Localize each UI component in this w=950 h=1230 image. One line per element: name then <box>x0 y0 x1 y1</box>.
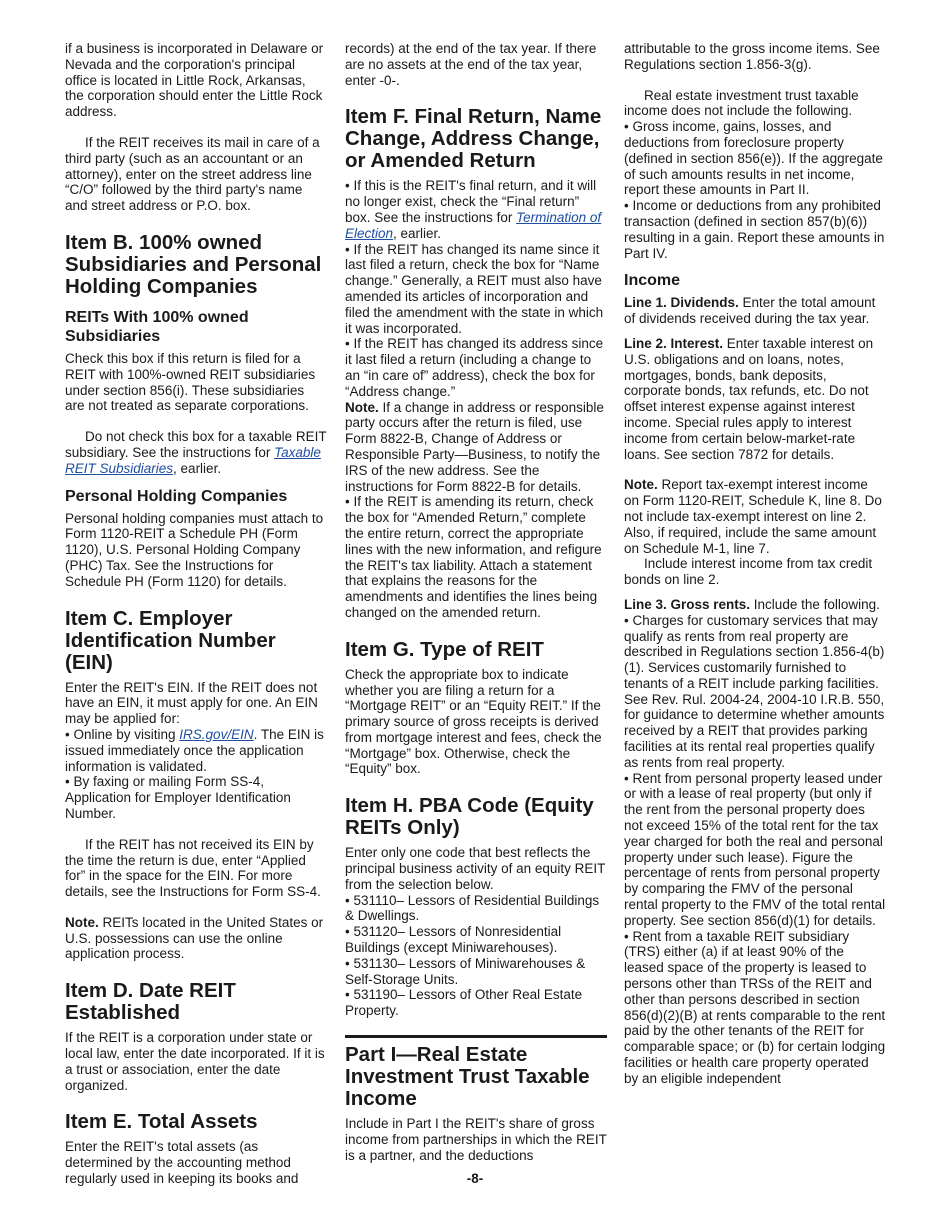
note-online: Note. REITs located in the United States or U.S. possessions can use the online application process. <box>65 914 324 962</box>
heading-item-h: Item H. PBA Code (Equity REITs Only) <box>345 794 594 840</box>
bullet-online: • Online by visiting IRS.gov/EIN. The EIN is issued immediately once the application information is validated. <box>65 727 327 774</box>
heading-item-g: Item G. Type of REIT <box>345 637 544 661</box>
bullet-gross-income: • Gross income, gains, losses, and deductions from foreclosure property (defined in section 856(e)). If the aggregate of such amounts results in net income, report these amounts in Part II. <box>624 119 886 198</box>
paragraph-continued: if a business is incorporated in Delaware or Nevada and the corporation's principal office is located in Little Rock, Arkansas, the corporation should enter the Little Rock address. <box>65 41 324 120</box>
paragraph-not-received: If the REIT has not received its EIN by the time the return is due, enter “Applied for” in the space for the EIN. For more details, see the Instructions for Form SS-4. <box>65 836 321 900</box>
paragraph-ein: Enter the REIT's EIN. If the REIT does not have an EIN, it must apply for one. An EIN may be applied for: <box>65 679 318 727</box>
bullet-personal-property: • Rent from personal property leased under or with a lease of real property (but only if the rent from the personal property does not exceed 15% of the total rent for the tax year charged for both the real and personal property under such lease). Figure the percentage of rents from personal property by comparing the FMV of the personal rental property to the FMV of the total rental property. See section 856(d)(1) for details. <box>624 771 886 929</box>
bullet-fax: • By faxing or mailing Form SS-4, Application for Employer Identification Number. <box>65 774 327 821</box>
page-number: -8- <box>466 1171 484 1186</box>
paragraph-do-not-check: Do not check this box for a taxable REIT subsidiary. See the instructions for Taxable REIT Subsidiaries, earlier. <box>65 429 327 476</box>
heading-item-e: Item E. Total Assets <box>65 1110 258 1134</box>
paragraph-continued: records) at the end of the tax year. If there are no assets at the end of the tax year, enter -0-. <box>345 41 597 88</box>
heading-item-c: Item C. Employer Identification Number (EIN) <box>65 606 276 674</box>
bullet-name-change: • If the REIT has changed its name since it last filed a return, check the box for “Name change.” Generally, a REIT must also have amended its articles of incorporation and filed the amendment with the state in which it was incorporated. <box>345 242 607 337</box>
paragraph-care-of: If the REIT receives its mail in care of a third party (such as an accountant or an attorney), enter on the street address line “C/O” followed by the third party's name and street address or P.O. box. <box>65 134 320 214</box>
column-left <box>65 41 327 1187</box>
paragraph-line-3: Line 3. Gross rents. Include the following. <box>624 596 880 612</box>
paragraph-date: If the REIT is a corporation under state or local law, enter the date incorporated. If it is a trust or association, enter the date organized. <box>65 1030 325 1093</box>
column-right <box>624 41 886 1087</box>
note-address: Note. If a change in address or responsible party occurs after the return is filed, use Form 8822-B, Change of Address or Responsible Party—Business, to notify the IRS of the new address. See the instructions for Form 8822-B for details. <box>345 399 604 494</box>
link-irs-gov-ein[interactable]: IRS.gov/EIN <box>179 726 254 742</box>
heading-item-b: Item B. 100% owned Subsidiaries and Personal Holding Companies <box>65 230 322 298</box>
subheading-personal-holding: Personal Holding Companies <box>65 487 288 505</box>
bullet-address-change: • If the REIT has changed its address since it last filed a return (including a change to an “in care of” address), check the box for “Address change.” <box>345 336 607 399</box>
subheading-reits-100: REITs With 100% owned Subsidiaries <box>65 308 249 345</box>
paragraph-not-include: Real estate investment trust taxable income does not include the following. <box>624 87 859 119</box>
heading-item-d: Item D. Date REIT Established <box>65 979 236 1025</box>
paragraph-line-2: Line 2. Interest. Enter taxable interest on U.S. obligations and on loans, notes, mortgages, bonds, bank deposits, corporate bonds, tax refunds, etc. Do not offset interest expense against interest income. Special rules apply to interest income from certain below-market-rate loans. See section 7872 for details. <box>624 335 874 462</box>
column-middle <box>345 41 607 1163</box>
paragraph-line-1: Line 1. Dividends. Enter the total amount of dividends received during the tax year. <box>624 295 876 327</box>
heading-item-f: Item F. Final Return, Name Change, Address Change, or Amended Return <box>345 105 602 173</box>
bullet-prohibited: • Income or deductions from any prohibited transaction (defined in section 857(b)(6)) resulting in a gain. Report these amounts in Part IV. <box>624 198 886 261</box>
bullet-final-return: • If this is the REIT's final return, and it will no longer exist, check the “Final return” box. See the instructions for Termination of Election, earlier. <box>345 178 607 241</box>
bullet-code: • 531120– Lessors of Nonresidential Buildings (except Miniwarehouses). <box>345 924 607 956</box>
link-taxable-reit-subsidiaries[interactable]: Taxable REIT Subsidiaries <box>65 444 321 476</box>
paragraph-credit-bonds: Include interest income from tax credit bonds on line 2. <box>624 556 873 588</box>
note-tax-exempt: Note. Report tax-exempt interest income on Form 1120-REIT, Schedule K, line 8. Do not include tax-exempt interest on line 2. Also, if required, include the same amount on Schedule M-1, line 7. <box>624 477 882 556</box>
section-divider <box>345 1035 607 1163</box>
bullet-trs: • Rent from a taxable REIT subsidiary (TRS) either (a) if at least 90% of the leased space of the property is leased to persons other than TRSs of the REIT and other than persons described in section 856(d)(2)(B) at rents comparable to the rent paid by the other tenants of the REIT for comparable space; or (b) for certain lodging facilities or health care property operated by an eligible independent <box>624 929 886 1087</box>
bullet-amended: • If the REIT is amending its return, check the box for “Amended Return,” complete the entire return, correct the appropriate lines with the new information, and refigure the REIT's tax liability. Attach a statement that explains the reasons for the amendments and identifies the lines being changed on the amended return. <box>345 494 607 620</box>
bullet-charges: • Charges for customary services that may qualify as rents from real property are described in Regulations section 1.856-4(b)(1). Services customarily furnished to tenants of a REIT include parking facilities. See Rev. Rul. 2004-24, 2004-10 I.R.B. 550, for guidance to determine whether amounts received by a REIT that provides parking facilities at its rental real properties qualify as rents from real property. <box>624 613 886 771</box>
paragraph-include: Include in Part I the REIT's share of gross income from partnerships in which the REIT is a partner, and the deductions <box>345 1116 607 1163</box>
heading-part-i: Part I—Real Estate Investment Trust Taxable Income <box>345 1043 590 1111</box>
bullet-code: • 531130– Lessors of Miniwarehouses & Self-Storage Units. <box>345 956 607 988</box>
bullet-code: • 531190– Lessors of Other Real Estate Property. <box>345 987 607 1019</box>
paragraph-check-box: Check this box if this return is filed for a REIT with 100%-owned REIT subsidiaries under section 856(i). These subsidiaries are not treated as separate corporations. <box>65 350 316 414</box>
paragraph-pba: Enter only one code that best reflects the principal business activity of an equity REIT from the selection below. <box>345 845 606 892</box>
paragraph-personal-holding: Personal holding companies must attach to Form 1120-REIT a Schedule PH (Form 1120), U.S. Personal Holding Company (PHC) Tax. See the Instructions for Schedule PH (Form 1120) for details. <box>65 510 324 589</box>
paragraph-continued: attributable to the gross income items. See Regulations section 1.856-3(g). <box>624 41 880 72</box>
bullet-code: • 531110– Lessors of Residential Buildings & Dwellings. <box>345 893 607 925</box>
subheading-income: Income <box>624 272 681 290</box>
paragraph-type: Check the appropriate box to indicate whether you are filing a return for a “Mortgage REIT” or an “Equity REIT.” If the primary source of gross receipts is derived from mortgage interest and fees, check the “Mortgage” box. Otherwise, check the “Equity” box. <box>345 666 602 777</box>
paragraph-assets: Enter the REIT's total assets (as determined by the accounting method regularly used in keeping its books and <box>65 1139 299 1187</box>
link-termination-of-election[interactable]: Termination of Election <box>345 209 602 241</box>
